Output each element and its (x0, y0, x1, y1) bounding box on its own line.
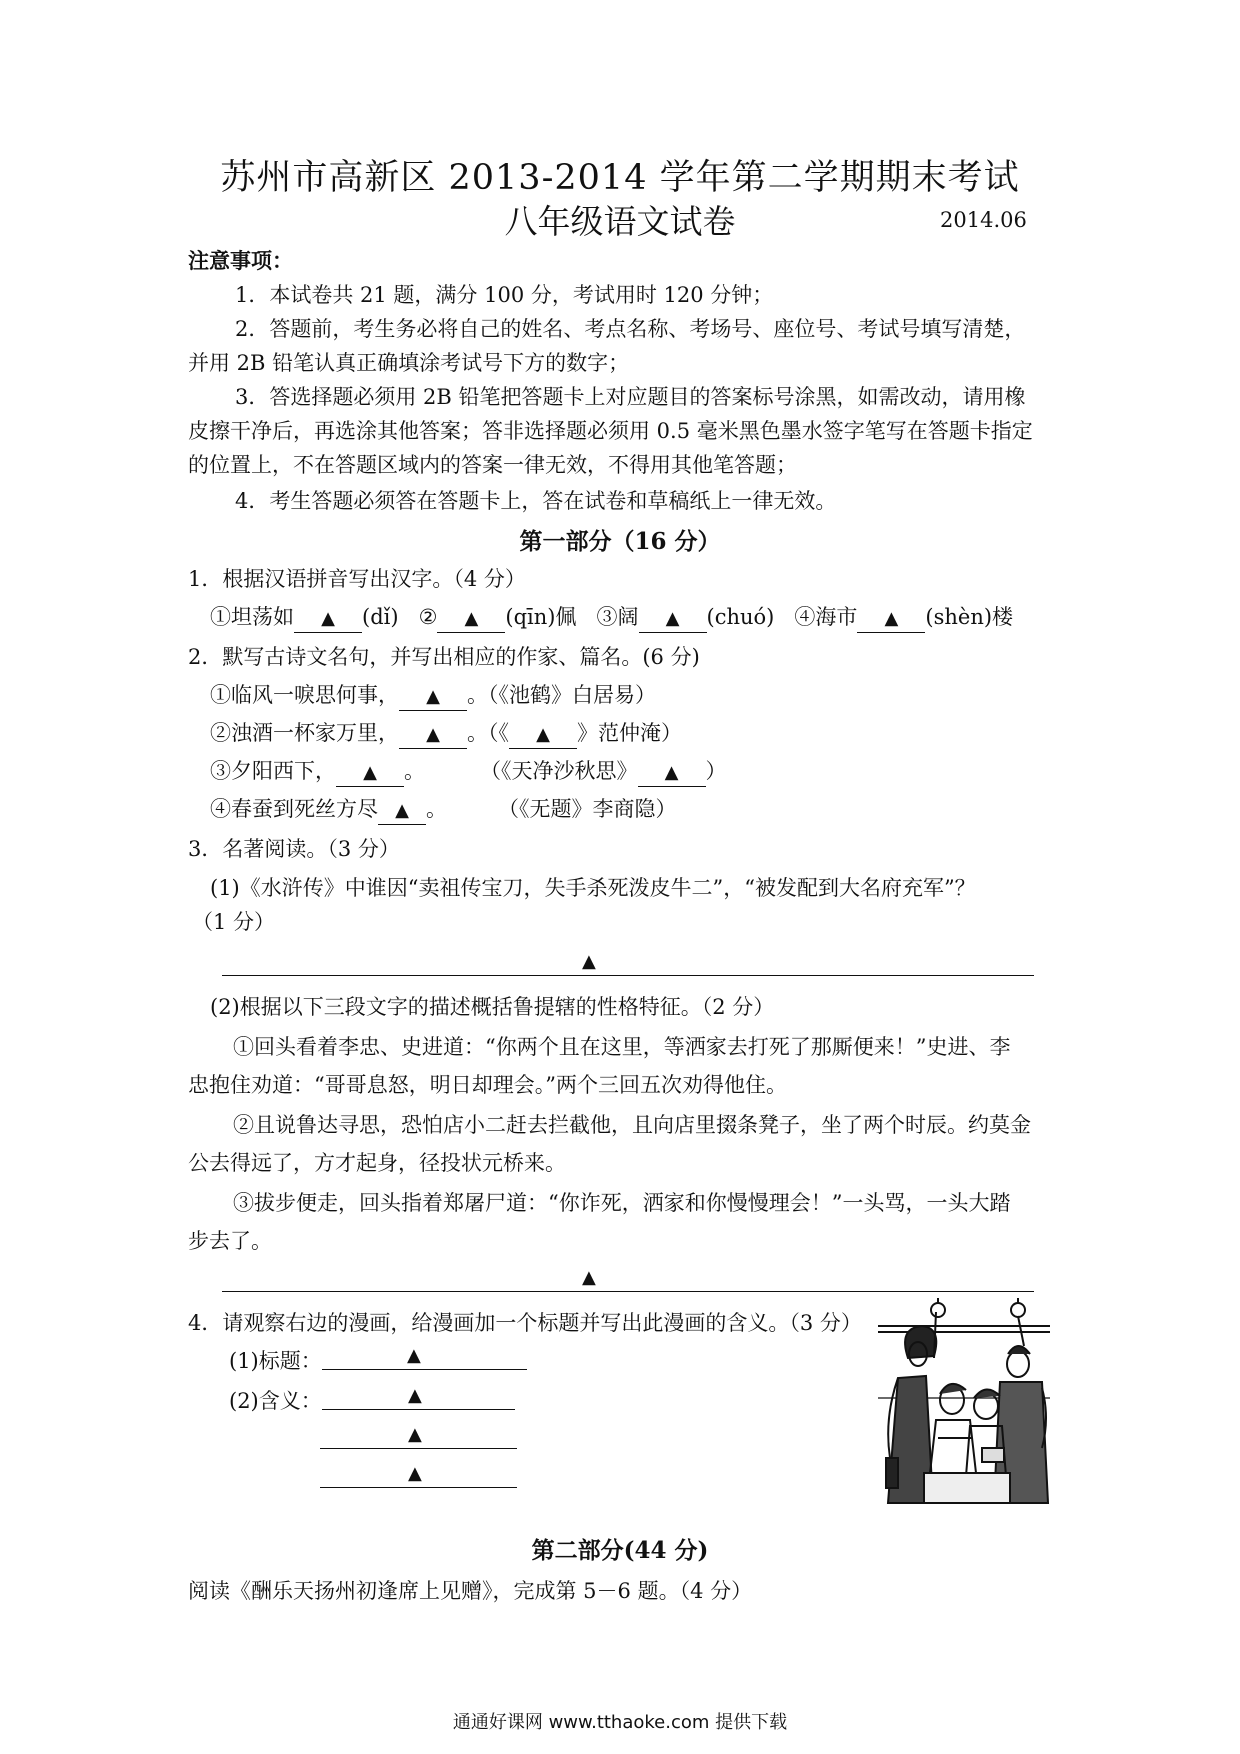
note-3-line1: 3．答选择题必须用 2B 铅笔把答题卡上对应题目的答案标号涂黑，如需改动，请用橡 (235, 385, 1026, 409)
q2-l2-blank[interactable] (399, 720, 467, 749)
q1-a-pre: ①坦荡如 (210, 605, 294, 629)
q4-meaning-answer-line-3[interactable] (320, 1487, 517, 1488)
q1-stem: 1．根据汉语拼音写出汉字。（4 分） (188, 567, 526, 591)
footer-credit: 通通好课网 www.tthaoke.com 提供下载 (452, 1712, 788, 1733)
q2-l3-author-blank[interactable] (638, 758, 706, 787)
note-2-line1: 2．答题前，考生务必将自己的姓名、考点名称、考场号、座位号、考试号填写清楚， (235, 317, 1026, 341)
q4-title-answer-line[interactable] (322, 1369, 527, 1370)
q4-title-label: (1)标题： (229, 1349, 322, 1373)
q2-l4-pre: ④春蚕到死丝方尽 (210, 797, 378, 821)
q3-sub1-line2: （1 分） (192, 910, 276, 934)
blank-marker-icon: ▲ (321, 608, 335, 629)
q1-d-blank[interactable] (857, 604, 925, 633)
q2-l2-title-blank[interactable] (509, 720, 577, 749)
q3-sub2-stem: (2)根据以下三段文字的描述概括鲁提辖的性格特征。（2 分） (210, 995, 775, 1019)
q4-meaning-label: (2)含义： (229, 1389, 322, 1413)
blank-marker-icon: ▲ (408, 1424, 422, 1445)
blank-marker-icon: ▲ (464, 608, 479, 629)
q3-sub1-line1: (1)《水浒传》中谁因“卖祖传宝刀，失手杀死泼皮牛二”，“被发配到大名府充军”？ (210, 876, 976, 900)
q1-c-post: (chuó) (706, 605, 775, 629)
blank-marker-icon: ▲ (408, 1385, 422, 1406)
note-4: 4．考生答题必须答在答题卡上，答在试卷和草稿纸上一律无效。 (235, 489, 837, 513)
blank-marker-icon: ▲ (395, 800, 409, 821)
q2-l1-post: 。（《池鹤》白居易） (467, 683, 656, 707)
q2-l3-src: （《天净沙秋思》 (480, 759, 638, 783)
q2-stem: 2．默写古诗文名句，并写出相应的作家、篇名。(6 分) (188, 645, 700, 669)
q2-l3-mid: 。 (404, 759, 425, 783)
q4-meaning-answer-line-2[interactable] (320, 1448, 517, 1449)
q4-stem: 4．请观察右边的漫画，给漫画加一个标题并写出此漫画的含义。（3 分） (188, 1311, 862, 1335)
q1-c-blank[interactable] (639, 604, 707, 633)
q2-l3-blank[interactable] (336, 758, 404, 787)
q1-b-post: (qīn)佩 (505, 605, 577, 629)
q2-line3-source (480, 754, 727, 788)
q3-p2-line1: ②且说鲁达寻思，恐怕店小二赶去拦截他，且向店里掇条凳子，坐了两个时辰。约莫金 (233, 1113, 1031, 1137)
q3-p3-line1: ③拔步便走，回头指着郑屠尸道：“你诈死，洒家和你慢慢理会！”一头骂，一头大踏 (233, 1191, 1011, 1215)
q2-l2-post: 》范仲淹） (577, 721, 682, 745)
q1-d-post: (shèn)楼 (925, 605, 1014, 629)
q3-stem: 3．名著阅读。（3 分） (188, 837, 400, 861)
part2-heading: 第二部分(44 分) (531, 1537, 709, 1564)
q2-line4 (210, 792, 447, 826)
part2-intro: 阅读《酬乐天扬州初逢席上见赠》，完成第 5－6 题。（4 分） (188, 1579, 753, 1603)
q1-a-post: (dǐ) (362, 605, 399, 629)
q2-l1-pre: ①临风一唳思何事， (210, 683, 399, 707)
q1-a-blank[interactable] (294, 604, 362, 633)
blank-marker-icon: ▲ (407, 1345, 421, 1366)
q4-meaning-answer-line-1[interactable] (322, 1409, 515, 1410)
cartoon-image (878, 1298, 1050, 1508)
note-1: 1．本试卷共 21 题，满分 100 分，考试用时 120 分钟； (235, 283, 774, 307)
note-3-line3: 的位置上，不在答题区域内的答案一律无效，不得用其他笔答题； (188, 453, 797, 477)
q2-l3-post: ） (705, 759, 727, 783)
q2-l3-pre: ③夕阳西下， (210, 759, 336, 783)
q2-line4-source: （《无题》李商隐） (498, 797, 677, 821)
note-2-line2: 并用 2B 铅笔认真正确填涂考试号下方的数字； (188, 351, 630, 375)
blank-marker-icon: ▲ (363, 762, 377, 783)
exam-title: 苏州市高新区 2013-2014 学年第二学期期末考试 (220, 158, 1020, 198)
q1-items (210, 600, 1013, 634)
blank-marker-icon: ▲ (426, 724, 440, 745)
q3-p3-line2: 步去了。 (188, 1229, 272, 1253)
q2-line2 (210, 716, 682, 750)
part1-heading: 第一部分（16 分） (519, 528, 721, 555)
q2-line1 (210, 678, 656, 712)
blank-marker-icon: ▲ (582, 1267, 596, 1288)
q1-b-pre: ② (418, 605, 438, 629)
q2-l2-mid: 。（《 (467, 721, 509, 745)
blank-marker-icon: ▲ (582, 951, 596, 972)
blank-marker-icon: ▲ (884, 608, 899, 629)
blank-marker-icon: ▲ (426, 686, 440, 707)
q3-sub2-answer-line[interactable] (222, 1291, 1034, 1292)
exam-subtitle: 八年级语文试卷 (504, 202, 736, 241)
q1-d-pre: ④海市 (794, 605, 858, 629)
note-3-line2: 皮擦干净后，再选涂其他答案；答非选择题必须用 0.5 毫米黑色墨水签字笔写在答题卡指定 (188, 419, 1033, 443)
q3-p1-line1: ①回头看着李忠、史进道：“你两个且在这里，等洒家去打死了那厮便来！”史进、李 (233, 1035, 1011, 1059)
q3-sub1-answer-line[interactable] (222, 975, 1034, 976)
q2-l4-mid: 。 (426, 797, 447, 821)
q2-l2-pre: ②浊酒一杯家万里， (210, 721, 399, 745)
notes-heading: 注意事项： (188, 248, 293, 273)
q2-line3 (210, 754, 425, 788)
blank-marker-icon: ▲ (664, 762, 679, 783)
q3-p2-line2: 公去得远了，方才起身，径投状元桥来。 (188, 1151, 566, 1175)
q3-p1-line2: 忠抱住劝道：“哥哥息怒，明日却理会。”两个三回五次劝得他住。 (188, 1073, 787, 1097)
blank-marker-icon: ▲ (408, 1463, 422, 1484)
q2-l1-blank[interactable] (399, 682, 467, 711)
q2-l4-blank[interactable] (378, 796, 426, 825)
blank-marker-icon: ▲ (665, 608, 680, 629)
blank-marker-icon: ▲ (536, 724, 550, 745)
q1-c-pre: ③阔 (596, 605, 639, 629)
exam-date: 2014.06 (940, 208, 1027, 232)
q1-b-blank[interactable] (437, 604, 505, 633)
